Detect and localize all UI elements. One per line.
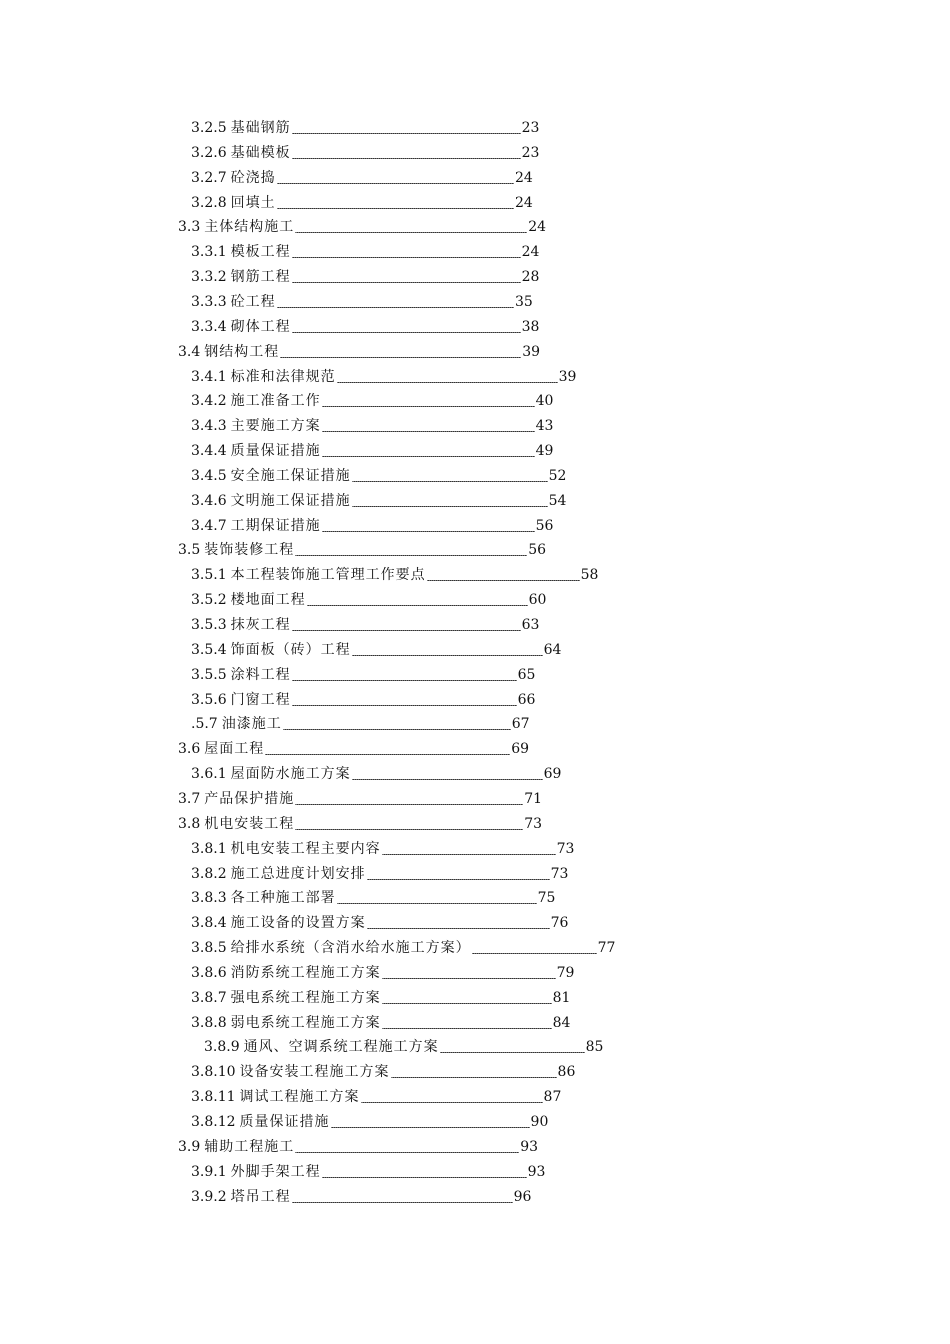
toc-entry-page: 56 — [535, 518, 554, 534]
toc-dot-leader — [322, 530, 535, 532]
toc-entry-number: 3.8.1 — [191, 841, 227, 857]
toc-dot-leader — [337, 902, 537, 904]
toc-entry[interactable] — [178, 217, 546, 237]
toc-entry-page: 73 — [524, 816, 543, 832]
toc-entry[interactable] — [191, 466, 566, 486]
toc-entry-page: 28 — [521, 269, 540, 285]
toc-entry-page: 90 — [530, 1114, 549, 1130]
toc-entry-page: 23 — [521, 145, 540, 161]
toc-entry-number: 3.8.10 — [191, 1064, 236, 1080]
toc-entry[interactable] — [191, 665, 535, 685]
toc-entry-number: 3.8.3 — [191, 890, 227, 906]
toc-entry-number: 3.4.3 — [191, 418, 227, 434]
toc-entry-number: 3.5.3 — [191, 617, 227, 633]
toc-entry-title: 楼地面工程 — [230, 592, 306, 608]
toc-entry-title: 基础钢筋 — [230, 120, 291, 136]
toc-entry-number: 3.9.2 — [191, 1189, 227, 1205]
toc-entry[interactable] — [191, 615, 539, 635]
toc-entry-number: 3.3.1 — [191, 244, 227, 260]
toc-entry[interactable] — [191, 714, 530, 734]
toc-entry-title: 弱电系统工程施工方案 — [230, 1015, 381, 1031]
toc-dot-leader — [322, 405, 535, 407]
toc-entry-title: 调试工程施工方案 — [239, 1089, 360, 1105]
toc-entry-page: 67 — [511, 716, 530, 732]
toc-dot-leader — [292, 704, 517, 706]
toc-entry[interactable] — [191, 1187, 531, 1207]
toc-entry-title: 通风、空调系统工程施工方案 — [243, 1039, 439, 1055]
toc-entry-number: 3.5.2 — [191, 592, 227, 608]
toc-dot-leader — [382, 977, 556, 979]
toc-entry[interactable] — [191, 864, 568, 884]
toc-entry-title: 塔吊工程 — [230, 1189, 291, 1205]
toc-entry[interactable] — [178, 342, 540, 362]
toc-entry-title: 消防系统工程施工方案 — [230, 965, 381, 981]
toc-entry-page: 43 — [535, 418, 554, 434]
toc-entry[interactable] — [191, 590, 546, 610]
toc-entry-title: 强电系统工程施工方案 — [230, 990, 381, 1006]
toc-entry-title: 安全施工保证措施 — [230, 468, 351, 484]
toc-entry[interactable] — [178, 1137, 538, 1157]
toc-entry-page: 38 — [521, 319, 540, 335]
toc-entry-page: 69 — [511, 741, 530, 757]
toc-entry-number: 3.6.1 — [191, 766, 227, 782]
toc-entry[interactable] — [191, 764, 561, 784]
toc-entry-page: 24 — [528, 219, 547, 235]
toc-entry-number: 3.2.5 — [191, 120, 227, 136]
toc-entry-number: 3.3.2 — [191, 269, 227, 285]
toc-entry-page: 39 — [558, 369, 577, 385]
toc-entry-page: 69 — [543, 766, 562, 782]
toc-entry-page: 75 — [537, 890, 556, 906]
toc-entry-page: 24 — [515, 195, 533, 211]
toc-entry[interactable] — [191, 441, 553, 461]
toc-entry[interactable] — [191, 640, 561, 660]
toc-dot-leader — [382, 1027, 552, 1029]
toc-entry-title: 机电安装工程 — [204, 816, 295, 832]
toc-entry-number: 3.5.4 — [191, 642, 227, 658]
toc-entry-page: 93 — [520, 1139, 539, 1155]
toc-entry-title: 质量保证措施 — [239, 1114, 330, 1130]
toc-entry-number: 3.4.7 — [191, 518, 227, 534]
toc-entry-title: 钢筋工程 — [230, 269, 291, 285]
toc-entry-title: 标准和法律规范 — [230, 369, 336, 385]
toc-entry-page: 66 — [517, 692, 536, 708]
toc-dot-leader — [382, 1002, 552, 1004]
toc-entry[interactable] — [191, 913, 568, 933]
toc-entry-title: 各工种施工部署 — [230, 890, 336, 906]
toc-dot-leader — [292, 331, 521, 333]
toc-dot-leader — [367, 878, 550, 880]
toc-entry-page: 39 — [522, 344, 541, 360]
toc-entry-page: 23 — [521, 120, 540, 136]
toc-entry-number: 3.8.6 — [191, 965, 227, 981]
toc-dot-leader — [295, 803, 523, 805]
toc-entry-number: 3.4.5 — [191, 468, 227, 484]
toc-entry-title: 主体结构施工 — [204, 219, 295, 235]
toc-entry-page: 71 — [524, 791, 543, 807]
toc-entry-number: 3.8.4 — [191, 915, 227, 931]
toc-dot-leader — [427, 579, 580, 581]
toc-dot-leader — [307, 604, 528, 606]
toc-entry[interactable] — [191, 1112, 548, 1132]
toc-dot-leader — [277, 306, 514, 308]
toc-entry[interactable] — [191, 888, 555, 908]
toc-entry[interactable] — [191, 938, 615, 958]
toc-entry[interactable] — [191, 1062, 575, 1082]
toc-entry[interactable] — [178, 739, 529, 759]
toc-entry-title: 工期保证措施 — [230, 518, 321, 534]
toc-entry[interactable] — [191, 963, 574, 983]
toc-entry-title: 砼浇捣 — [230, 170, 276, 186]
toc-entry[interactable] — [191, 1087, 561, 1107]
toc-dot-leader — [337, 381, 558, 383]
toc-dot-leader — [277, 182, 514, 184]
toc-entry[interactable] — [191, 193, 533, 213]
toc-entry-title: 主要施工方案 — [230, 418, 321, 434]
toc-entry[interactable] — [178, 814, 542, 834]
toc-entry-title: 抹灰工程 — [230, 617, 291, 633]
toc-dot-leader — [292, 256, 521, 258]
toc-entry-page: 79 — [556, 965, 575, 981]
toc-entry-title: 油漆施工 — [221, 716, 282, 732]
toc-entry[interactable] — [191, 1013, 570, 1033]
toc-entry-number: 3.4.1 — [191, 369, 227, 385]
toc-entry-number: 3.2.7 — [191, 170, 227, 186]
toc-entry-title: 外脚手架工程 — [230, 1164, 321, 1180]
toc-dot-leader — [440, 1051, 585, 1053]
toc-entry-page: 63 — [521, 617, 540, 633]
toc-entry-title: 钢结构工程 — [204, 344, 280, 360]
toc-entry-number: 3.8 — [178, 816, 201, 832]
toc-entry-page: 81 — [552, 990, 571, 1006]
toc-entry-title: 砌体工程 — [230, 319, 291, 335]
toc-entry-number: 3.8.2 — [191, 866, 227, 882]
toc-entry-page: 49 — [535, 443, 554, 459]
toc-entry-number: 3.5 — [178, 542, 201, 558]
toc-entry-number: 3.3.4 — [191, 319, 227, 335]
toc-entry[interactable] — [191, 1162, 545, 1182]
toc-entry-number: 3.9 — [178, 1139, 201, 1155]
toc-dot-leader — [361, 1101, 543, 1103]
toc-entry-title: 门窗工程 — [230, 692, 291, 708]
toc-entry-number: .5.7 — [191, 716, 218, 732]
toc-dot-leader — [295, 231, 527, 233]
toc-entry-number: 3.8.7 — [191, 990, 227, 1006]
toc-dot-leader — [292, 132, 521, 134]
toc-entry-number: 3.3 — [178, 219, 201, 235]
toc-entry-title: 屋面防水施工方案 — [230, 766, 351, 782]
toc-entry-number: 3.4.4 — [191, 443, 227, 459]
toc-entry-title: 机电安装工程主要内容 — [230, 841, 381, 857]
toc-entry-number: 3.8.8 — [191, 1015, 227, 1031]
toc-dot-leader — [277, 207, 514, 209]
toc-entry-page: 60 — [528, 592, 547, 608]
toc-entry-number: 3.4.2 — [191, 393, 227, 409]
toc-dot-leader — [280, 356, 521, 358]
toc-dot-leader — [322, 1176, 527, 1178]
toc-dot-leader — [352, 505, 548, 507]
toc-entry-page: 40 — [535, 393, 554, 409]
toc-entry-page: 64 — [543, 642, 562, 658]
toc-dot-leader — [292, 1201, 513, 1203]
toc-entry[interactable] — [191, 988, 570, 1008]
toc-entry[interactable] — [178, 789, 542, 809]
toc-entry[interactable] — [191, 118, 539, 138]
toc-entry-number: 3.6 — [178, 741, 201, 757]
toc-entry-title: 本工程装饰施工管理工作要点 — [230, 567, 426, 583]
toc-entry-page: 56 — [528, 542, 547, 558]
toc-entry-number: 3.2.8 — [191, 195, 227, 211]
toc-dot-leader — [265, 753, 510, 755]
toc-entry-page: 35 — [515, 294, 533, 310]
toc-entry-page: 85 — [585, 1039, 604, 1055]
toc-entry-title: 模板工程 — [230, 244, 291, 260]
toc-dot-leader — [472, 952, 597, 954]
toc-entry-page: 76 — [550, 915, 569, 931]
toc-entry[interactable] — [191, 416, 553, 436]
toc-entry-title: 施工准备工作 — [230, 393, 321, 409]
toc-entry-number: 3.5.1 — [191, 567, 227, 583]
toc-entry-title: 砼工程 — [230, 294, 276, 310]
toc-dot-leader — [283, 728, 511, 730]
toc-entry-title: 回填土 — [230, 195, 276, 211]
toc-entry[interactable] — [191, 168, 533, 188]
toc-entry-page: 93 — [527, 1164, 546, 1180]
toc-dot-leader — [352, 480, 548, 482]
toc-dot-leader — [295, 554, 527, 556]
toc-entry-number: 3.4 — [178, 344, 201, 360]
toc-entry-number: 3.8.12 — [191, 1114, 236, 1130]
toc-entry-title: 施工设备的设置方案 — [230, 915, 366, 931]
toc-entry-title: 文明施工保证措施 — [230, 493, 351, 509]
toc-entry-page: 73 — [556, 841, 575, 857]
toc-entry-title: 施工总进度计划安排 — [230, 866, 366, 882]
toc-entry-page: 52 — [548, 468, 567, 484]
toc-entry-page: 73 — [550, 866, 569, 882]
toc-entry-number: 3.8.11 — [191, 1089, 236, 1105]
toc-entry-page: 24 — [521, 244, 540, 260]
toc-entry-number: 3.2.6 — [191, 145, 227, 161]
toc-entry[interactable] — [191, 491, 566, 511]
toc-entry-page: 65 — [517, 667, 536, 683]
toc-dot-leader — [292, 679, 517, 681]
toc-dot-leader — [367, 927, 550, 929]
toc-entry-page: 87 — [543, 1089, 562, 1105]
toc-entry-title: 设备安装工程施工方案 — [239, 1064, 390, 1080]
toc-entry[interactable] — [191, 143, 539, 163]
toc-entry[interactable] — [191, 242, 539, 262]
toc-entry-title: 基础模板 — [230, 145, 291, 161]
toc-entry-page: 77 — [597, 940, 616, 956]
toc-entry-title: 给排水系统（含消水给水施工方案） — [230, 940, 471, 956]
toc-entry-number: 3.8.5 — [191, 940, 227, 956]
toc-entry-title: 饰面板（砖）工程 — [230, 642, 351, 658]
toc-entry-number: 3.9.1 — [191, 1164, 227, 1180]
toc-entry[interactable] — [191, 317, 539, 337]
toc-entry-number: 3.8.9 — [204, 1039, 240, 1055]
toc-entry[interactable] — [191, 391, 553, 411]
toc-dot-leader — [322, 455, 535, 457]
toc-entry-number: 3.5.6 — [191, 692, 227, 708]
toc-entry-page: 58 — [580, 567, 599, 583]
toc-dot-leader — [352, 778, 543, 780]
toc-entry-title: 装饰装修工程 — [204, 542, 295, 558]
toc-entry[interactable] — [191, 839, 574, 859]
toc-dot-leader — [322, 430, 535, 432]
toc-dot-leader — [352, 654, 543, 656]
toc-dot-leader — [292, 281, 521, 283]
toc-entry-number: 3.4.6 — [191, 493, 227, 509]
toc-dot-leader — [391, 1076, 557, 1078]
toc-entry-title: 产品保护措施 — [204, 791, 295, 807]
toc-entry-number: 3.3.3 — [191, 294, 227, 310]
toc-entry[interactable] — [191, 516, 553, 536]
toc-dot-leader — [292, 629, 521, 631]
toc-entry[interactable] — [191, 367, 576, 387]
toc-entry-page: 84 — [552, 1015, 571, 1031]
toc-entry-title: 质量保证措施 — [230, 443, 321, 459]
toc-entry-number: 3.7 — [178, 791, 201, 807]
toc-entry-page: 86 — [557, 1064, 576, 1080]
toc-entry-title: 辅助工程施工 — [204, 1139, 295, 1155]
toc-entry[interactable] — [191, 565, 598, 585]
toc-entry-page: 24 — [515, 170, 533, 186]
toc-dot-leader — [295, 1151, 519, 1153]
toc-entry[interactable] — [191, 292, 533, 312]
toc-dot-leader — [331, 1126, 530, 1128]
toc-entry[interactable] — [204, 1037, 603, 1057]
toc-dot-leader — [382, 853, 556, 855]
toc-entry-title: 涂料工程 — [230, 667, 291, 683]
toc-entry-page: 54 — [548, 493, 567, 509]
toc-entry[interactable] — [191, 690, 535, 710]
toc-dot-leader — [292, 157, 521, 159]
toc-dot-leader — [295, 828, 523, 830]
toc-entry-title: 屋面工程 — [204, 741, 265, 757]
toc-entry-page: 96 — [513, 1189, 532, 1205]
toc-entry[interactable] — [178, 540, 546, 560]
toc-entry-number: 3.5.5 — [191, 667, 227, 683]
toc-entry[interactable] — [191, 267, 539, 287]
